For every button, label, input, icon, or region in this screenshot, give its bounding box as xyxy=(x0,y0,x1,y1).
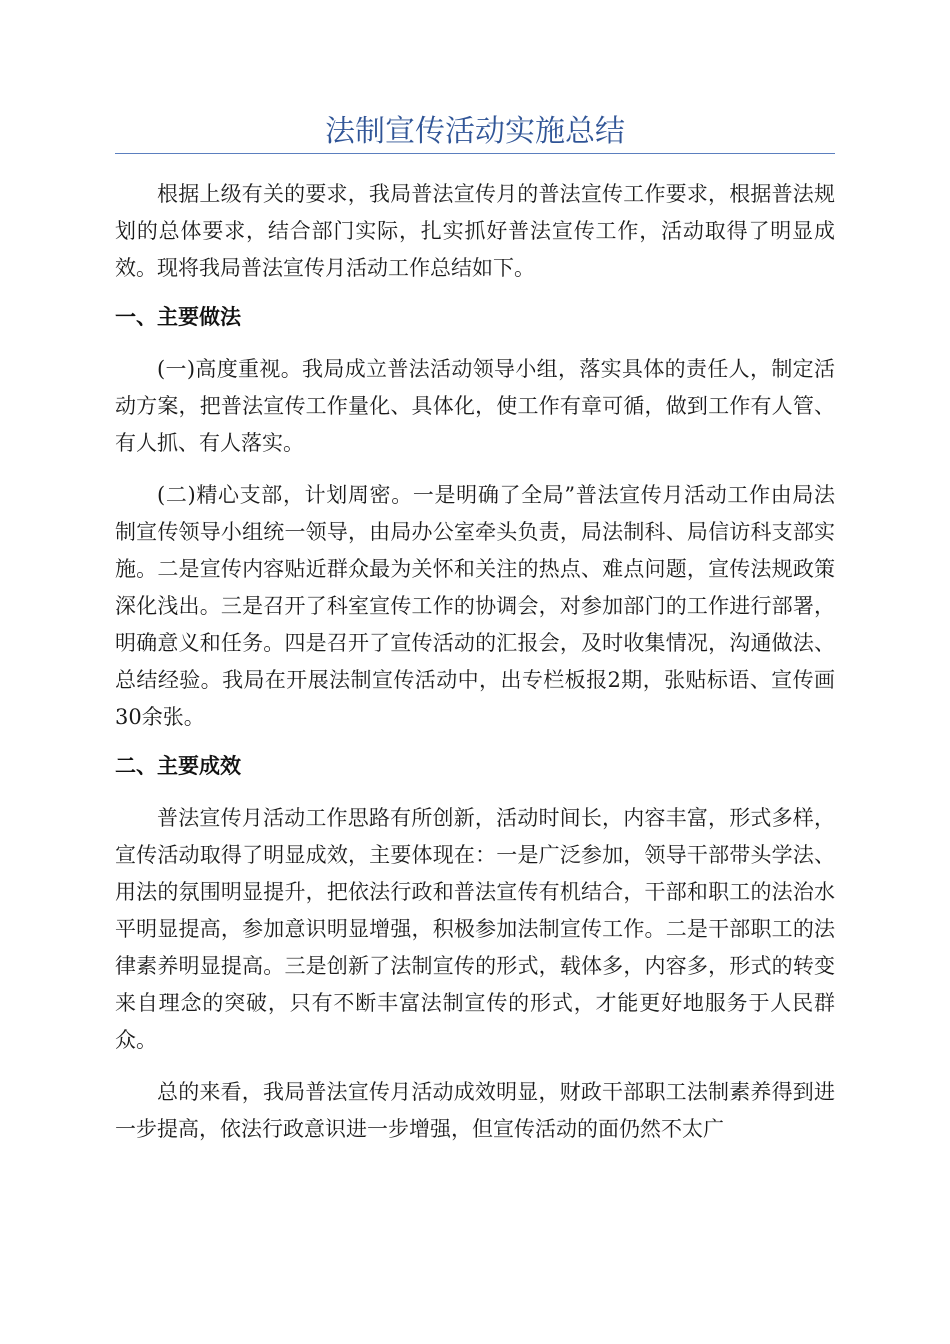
document-body xyxy=(115,176,835,1163)
paragraph-overall-summary: 总的来看，我局普法宣传月活动成效明显，财政干部职工法制素养得到进一步提高，依法行政意识进一步增强，但宣传活动的面仍然不太广 xyxy=(115,1080,835,1141)
paragraph-results: 普法宣传月活动工作思路有所创新，活动时间长，内容丰富，形式多样，宣传活动取得了明显成效，主要体现在：一是广泛参加，领导干部带头学法、用法的氛围明显提升，把依法行政和普法宣传有机结合，干部和职工的法治水平明显提高，参加意识明显增强，积极参加法制宣传工作。二是干部职工的法律素养明显提高。三是创新了法制宣传的形式，载体多，内容多，形式的转变来自理念的突破，只有不断丰富法制宣传的形式，才能更好地服务于人民群众。 xyxy=(115,806,835,1052)
paragraph-high-attention: (一)高度重视。我局成立普法活动领导小组，落实具体的责任人，制定活动方案，把普法宣传工作量化、具体化，使工作有章可循，做到工作有人管、有人抓、有人落实。 xyxy=(115,357,835,455)
paragraph-careful-planning: (二)精心支部，计划周密。一是明确了全局”普法宣传月活动工作由局法制宣传领导小组统一领导，由局办公室牵头负责，局法制科、局信访科支部实施。二是宣传内容贴近群众最为关怀和关注的热点、难点问题，宣传法规政策深化浅出。三是召开了科室宣传工作的协调会，对参加部门的工作进行部署，明确意义和任务。四是召开了宣传活动的汇报会，及时收集情况，沟通做法、总结经验。我局在开展法制宣传活动中，出专栏板报2期，张贴标语、宣传画30余张。 xyxy=(115,483,835,729)
section-heading-main-practices: 一、主要做法 xyxy=(115,305,241,329)
document-title: 法制宣传活动实施总结 xyxy=(325,114,625,149)
section-heading-main-results: 二、主要成效 xyxy=(115,754,241,778)
title-underline xyxy=(115,153,835,154)
intro-paragraph: 根据上级有关的要求，我局普法宣传月的普法宣传工作要求，根据普法规划的总体要求，结合部门实际，扎实抓好普法宣传工作，活动取得了明显成效。现将我局普法宣传月活动工作总结如下。 xyxy=(115,182,835,280)
